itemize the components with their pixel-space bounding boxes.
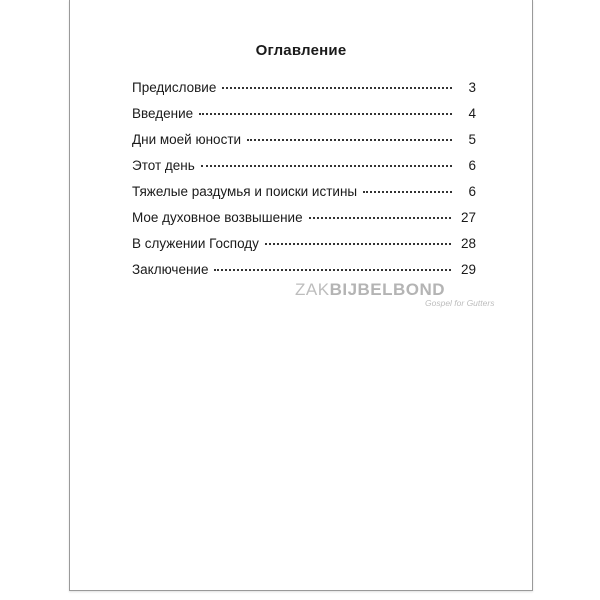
toc-entry-page: 28 [460,236,476,251]
toc-entry-label: Заключение [132,262,209,277]
toc-entry-page: 3 [468,80,476,95]
toc-entry [132,236,476,262]
watermark-brand [295,280,445,299]
table-of-contents [132,80,476,288]
toc-entry-label: В служении Господу [132,236,259,251]
toc-entry-page: 29 [460,262,476,277]
toc-entry-label: Этот день [132,158,195,173]
toc-entry [132,210,476,236]
toc-entry [132,80,476,106]
dot-leader [309,217,451,219]
toc-entry-page: 6 [468,184,476,199]
watermark-brand-part: ZAK [295,280,330,299]
watermark-logo [295,280,515,320]
dot-leader [363,191,452,193]
dot-leader [214,269,450,271]
toc-entry [132,158,476,184]
toc-entry [132,132,476,158]
toc-entry [132,106,476,132]
toc-entry-label: Дни моей юности [132,132,242,147]
dot-leader [222,87,452,89]
page-title: Оглавление [255,42,347,59]
toc-entry-label: Тяжелые раздумья и поиски истины [132,184,358,199]
toc-entry [132,184,476,210]
watermark-brand-part: BIJBEL [329,280,394,299]
watermark-tagline: Gospel for Gutters [425,298,495,308]
watermark-brand-part: BOND [393,280,446,299]
dot-leader [199,113,452,115]
toc-entry-label: Введение [132,106,194,121]
toc-entry-page: 5 [468,132,476,147]
toc-entry-page: 6 [468,158,476,173]
toc-entry-page: 4 [468,106,476,121]
toc-entry-label: Мое духовное возвышение [132,210,303,225]
dot-leader [265,243,451,245]
dot-leader [201,165,452,167]
toc-entry-label: Предисловие [132,80,217,95]
toc-entry-page: 27 [460,210,476,225]
dot-leader [247,139,452,141]
